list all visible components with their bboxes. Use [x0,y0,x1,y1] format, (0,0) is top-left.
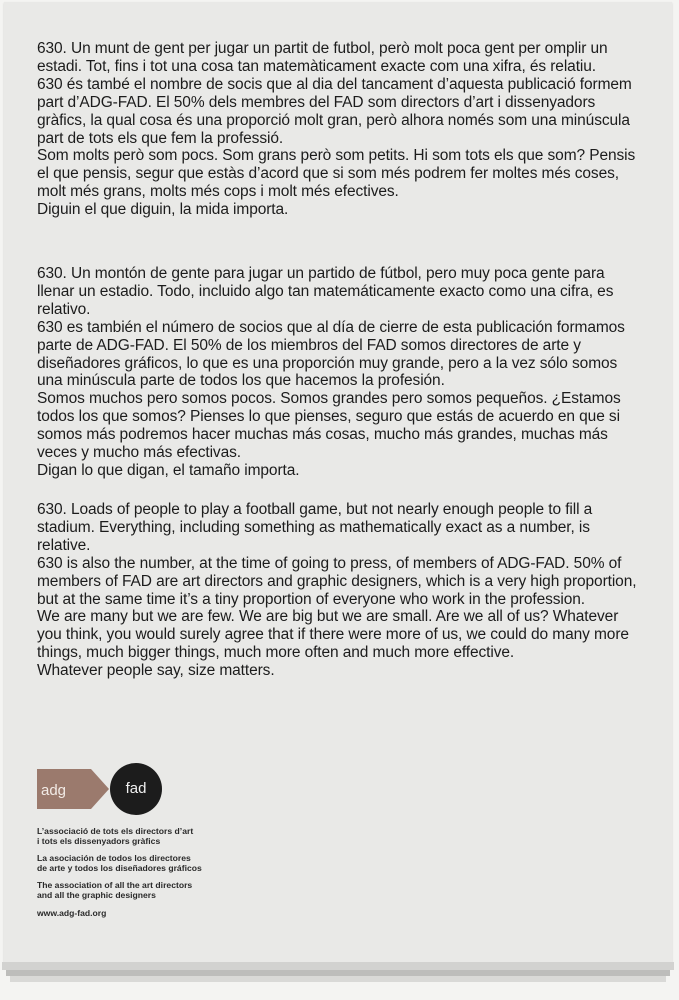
catalan-paragraph-2: 630 és també el nombre de socis que al dia del tancament d’aquesta publicació formem part d’ADG-FAD. El 50% dels membres del FAD som directors d’art i dissenyadors gràfics, la qual cosa és una proporció molt gran, però alhora només som una minúscula part de tots els que fem la professió. [37,75,632,147]
fad-logo-label: fad [125,780,147,797]
catalan-tagline-line-1: L’associació de tots els directors d’art [37,826,194,836]
catalan-paragraph-3: Som molts però som pocs. Som grans però som petits. Hi som tots els que som? Pensis el que pensis, segur que estàs d’acord que si som més podrem fer moltes més coses, molt més grans, molts més cops i molt més efectives. [37,147,636,201]
english-tagline-line-1: The association of all the art directors [37,880,193,890]
english-paragraph-3: We are many but we are few. We are big but we are small. Are we all of us? Whatever you think, you would surely agree that if there were more of us, we could do many more things, much bigger things, much more often and much more effective. [37,608,629,662]
english-text-block [37,501,642,680]
catalan-tagline [37,826,297,846]
adg-fad-logo [37,763,177,815]
paper-edge [2,962,674,970]
english-tagline [37,880,297,900]
english-paragraph-2: 630 is also the number, at the time of going to press, of members of ADG-FAD. 50% of members of FAD are art directors and graphic designers, which is a very high proportion, but at the same time it’s a tiny proportion of everyone who work in the profession. [37,554,637,608]
spanish-paragraph-4: Digan lo que digan, el tamaño importa. [37,461,300,479]
spanish-paragraph-1: 630. Un montón de gente para jugar un partido de fútbol, pero muy poca gente para llenar un estadio. Todo, incluido algo tan matemáticamente exacto como una cifra, es relativo. [37,265,614,318]
adg-logo-label: adg [41,782,67,799]
catalan-paragraph-1: 630. Un munt de gent per jugar un partit de futbol, però molt poca gent per omplir un estadi. Tot, fins i tot una cosa tan matemàticament exacte com una xifra, és relatiu. [37,40,608,75]
english-tagline-line-2: and all the graphic designers [37,890,156,900]
paper-edge [10,976,666,982]
catalan-tagline-line-2: i tots els dissenyadors gràfics [37,836,161,846]
catalan-text-block [37,40,642,219]
english-paragraph-4: Whatever people say, size matters. [37,662,275,680]
spanish-tagline [37,853,297,873]
spanish-tagline-line-1: La asociación de todos los directores [37,853,191,863]
website-url[interactable]: www.adg-fad.org [37,908,107,918]
spanish-paragraph-3: Somos muchos pero somos pocos. Somos grandes pero somos pequeños. ¿Estamos todos los que somos? Pienses lo que pienses, seguro que estás de acuerdo en que si somos más podremos hacer muchas más cosas, mucho más grandes, muchas más veces y mucho más efectivas. [37,390,621,462]
spanish-paragraph-2: 630 es también el número de socios que al día de cierre de esta publicación formamos parte de ADG-FAD. El 50% de los miembros del FAD somos directores de arte y diseñadores gráficos, lo que es una proporción muy grande, pero a la vez sólo somos una minúscula parte de todos los que hacemos la profesión. [37,318,625,390]
catalan-paragraph-4: Diguin el que diguin, la mida importa. [37,201,289,219]
spanish-tagline-line-2: de arte y todos los diseñadores gráficos [37,863,202,873]
english-paragraph-1: 630. Loads of people to play a football game, but not nearly enough people to fill a stadium. Everything, including something as mathematically exact as a number, is relative. [37,501,593,554]
spanish-text-block [37,265,642,480]
